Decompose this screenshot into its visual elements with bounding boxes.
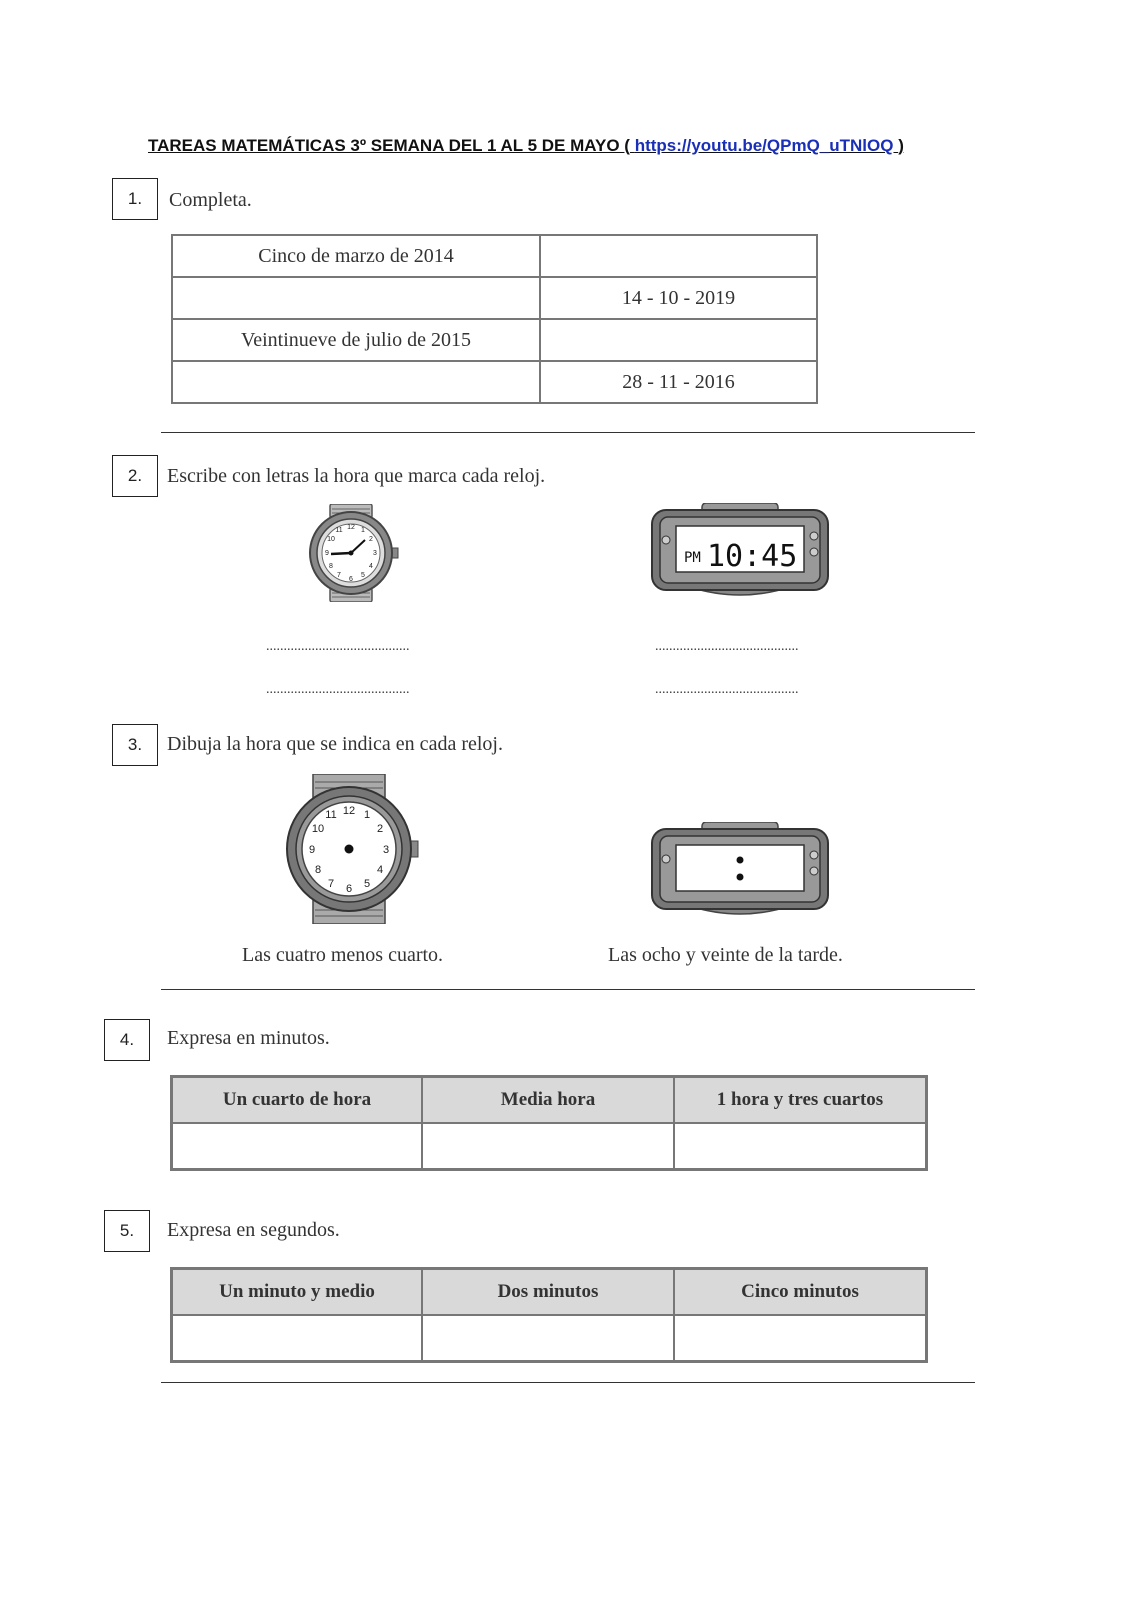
exercise-2-number: 2. (112, 455, 158, 497)
table-header-row (172, 1269, 927, 1316)
answer-cell[interactable] (674, 1123, 927, 1170)
svg-text:3: 3 (373, 550, 377, 557)
table-cell: Veintinueve de julio de 2015 (172, 319, 540, 361)
svg-text:6: 6 (345, 883, 353, 895)
svg-text:5: 5 (361, 572, 365, 579)
video-link[interactable]: https://youtu.be/QPmQ_uTNlOQ (634, 136, 894, 155)
svg-text:4: 4 (376, 864, 384, 876)
dates-table (171, 234, 818, 404)
minutes-table (170, 1075, 928, 1171)
caption-left: Las cuatro menos cuarto. (242, 944, 444, 966)
exercise-3-instruction: Dibuja la hora que se indica en cada reloj. (167, 733, 503, 755)
seconds-table (170, 1267, 928, 1363)
wristwatch-icon (306, 504, 402, 602)
svg-text:3: 3 (382, 844, 390, 856)
answer-line[interactable]: ......................................... (266, 639, 410, 654)
answer-cell[interactable] (172, 1315, 423, 1362)
svg-text:9: 9 (308, 844, 316, 856)
answer-cell[interactable] (422, 1315, 674, 1362)
digital-clock-icon (650, 503, 830, 603)
svg-text:9: 9 (325, 550, 329, 557)
caption-right: Las ocho y veinte de la tarde. (608, 944, 843, 966)
table-row (172, 361, 817, 403)
answer-line[interactable]: ......................................... (655, 682, 799, 697)
svg-text:11: 11 (325, 809, 337, 821)
answer-cell[interactable] (674, 1315, 927, 1362)
exercise-5-instruction: Expresa en segundos. (167, 1219, 340, 1241)
svg-text:1: 1 (361, 527, 365, 534)
divider (161, 1382, 975, 1383)
svg-text:10: 10 (327, 536, 335, 543)
exercise-4-instruction: Expresa en minutos. (167, 1027, 330, 1049)
digital-time: 10:45 (707, 539, 798, 574)
svg-text:12: 12 (342, 805, 356, 817)
svg-text:11: 11 (335, 527, 343, 534)
answer-cell[interactable] (540, 319, 817, 361)
title-text: TAREAS MATEMÁTICAS 3º SEMANA DEL 1 AL 5 DE MAYO ( (148, 136, 630, 155)
title-end: ) (898, 136, 904, 155)
svg-text:5: 5 (363, 878, 371, 890)
table-cell: 28 - 11 - 2016 (540, 361, 817, 403)
table-cell: 14 - 10 - 2019 (540, 277, 817, 319)
answer-cell[interactable] (422, 1123, 674, 1170)
column-header: 1 hora y tres cuartos (674, 1077, 927, 1124)
svg-text:8: 8 (314, 864, 322, 876)
svg-text:12: 12 (347, 524, 355, 531)
answer-line[interactable]: ......................................... (266, 682, 410, 697)
exercise-1-instruction: Completa. (169, 189, 252, 211)
wristwatch-blank-icon (285, 774, 425, 924)
table-row (172, 1123, 927, 1170)
exercise-1-number: 1. (112, 178, 158, 220)
exercise-2-instruction: Escribe con letras la hora que marca cada reloj. (167, 465, 546, 487)
divider (161, 432, 975, 433)
column-header: Un minuto y medio (172, 1269, 423, 1316)
column-header: Media hora (422, 1077, 674, 1124)
page-title (148, 136, 904, 156)
ampm-label: PM (684, 550, 701, 566)
svg-text:7: 7 (337, 572, 341, 579)
divider (161, 989, 975, 990)
column-header: Un cuarto de hora (172, 1077, 423, 1124)
table-row (172, 319, 817, 361)
table-cell: Cinco de marzo de 2014 (172, 235, 540, 277)
svg-text:7: 7 (327, 878, 335, 890)
answer-cell[interactable] (172, 361, 540, 403)
svg-text:6: 6 (349, 576, 353, 583)
table-row (172, 1315, 927, 1362)
svg-text:2: 2 (369, 536, 373, 543)
answer-cell[interactable] (172, 277, 540, 319)
svg-text:1: 1 (363, 809, 371, 821)
column-header: Dos minutos (422, 1269, 674, 1316)
table-row (172, 277, 817, 319)
answer-line[interactable]: ......................................... (655, 639, 799, 654)
svg-text:10: 10 (311, 823, 325, 835)
svg-text:2: 2 (376, 823, 384, 835)
svg-text:8: 8 (329, 563, 333, 570)
table-row (172, 235, 817, 277)
digital-clock-blank-icon (650, 822, 830, 922)
answer-cell[interactable] (540, 235, 817, 277)
exercise-3-number: 3. (112, 724, 158, 766)
exercise-5-number: 5. (104, 1210, 150, 1252)
svg-text:4: 4 (369, 563, 373, 570)
column-header: Cinco minutos (674, 1269, 927, 1316)
table-header-row (172, 1077, 927, 1124)
answer-cell[interactable] (172, 1123, 423, 1170)
exercise-4-number: 4. (104, 1019, 150, 1061)
